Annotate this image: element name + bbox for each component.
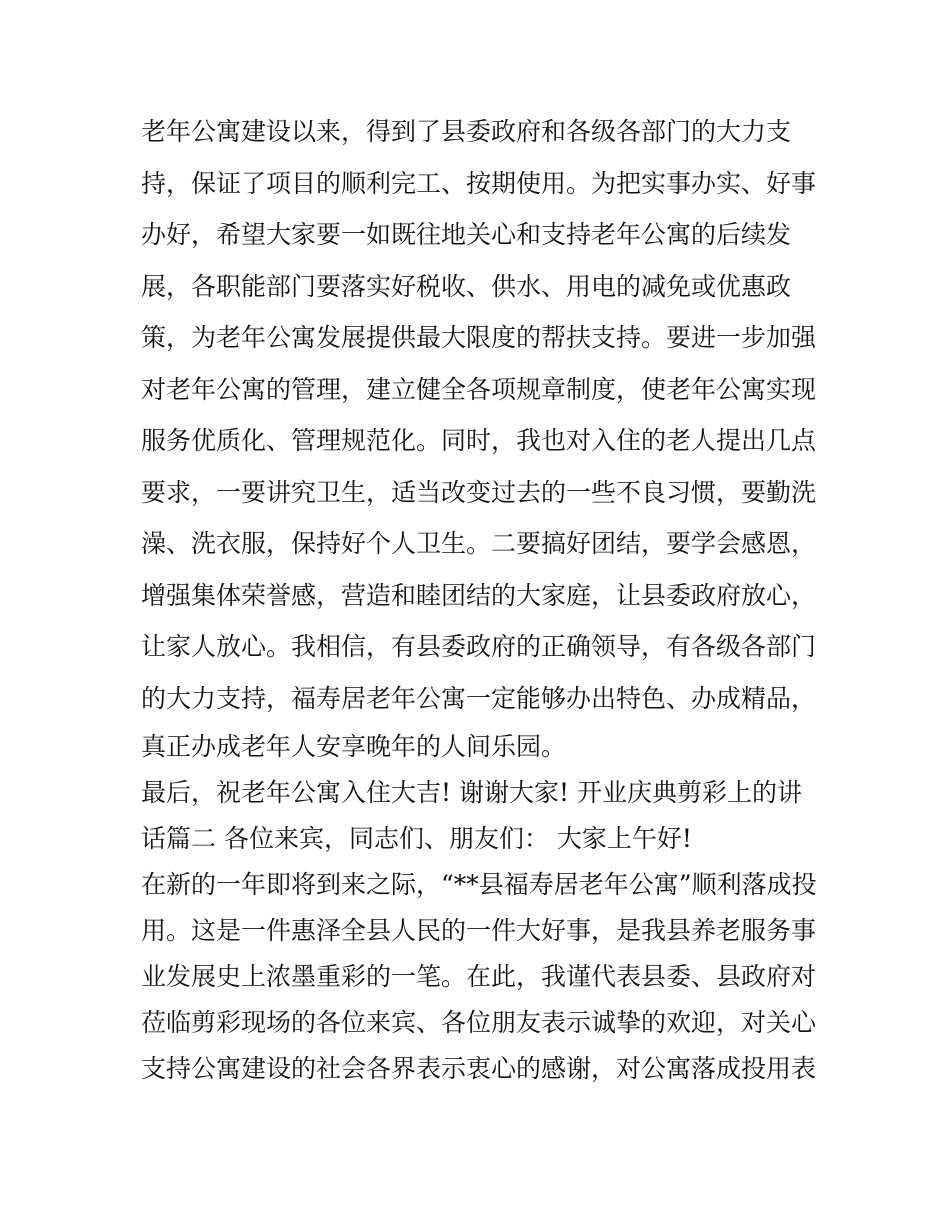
text-line: 让家人放心。我相信，有县委政府的正确领导，有各级各部门 xyxy=(141,632,817,661)
text-line: 支持公寓建设的社会各界表示衷心的感谢，对公寓落成投用表 xyxy=(141,1054,817,1083)
text-line: 要求，一要讲究卫生，适当改变过去的一些不良习惯，要勤洗 xyxy=(141,477,817,507)
text-line: 策，为老年公寓发展提供最大限度的帮扶支持。要进一步加强 xyxy=(141,323,817,352)
body-text xyxy=(141,106,821,1092)
text-line: 澡、洗衣服，保持好个人卫生。二要搞好团结，要学会感恩， xyxy=(141,529,817,558)
text-line: 业发展史上浓墨重彩的一笔。在此，我谨代表县委、县政府对 xyxy=(141,962,817,991)
text-line: 最后，祝老年公寓入住大吉! 谢谢大家! 开业庆典剪彩上的讲 xyxy=(141,778,802,807)
text-line: 服务优质化、管理规范化。同时，我也对入住的老人提出几点 xyxy=(141,426,817,455)
text-line: 老年公寓建设以来，得到了县委政府和各级各部门的大力支 xyxy=(141,117,792,146)
text-line: 持，保证了项目的顺利完工、按期使用。为把实事办实、好事 xyxy=(141,168,817,198)
text-line: 办好，希望大家要一如既往地关心和支持老年公寓的后续发 xyxy=(141,220,792,249)
text-line: 对老年公寓的管理，建立健全各项规章制度，使老年公寓实现 xyxy=(141,374,817,404)
text-line: 展，各职能部门要落实好税收、供水、用电的减免或优惠政 xyxy=(141,271,792,301)
text-line: 用。这是一件惠泽全县人民的一件大好事，是我县养老服务事 xyxy=(141,916,817,945)
text-line: 话篇二 各位来宾，同志们、朋友们： 大家上午好! xyxy=(141,824,692,853)
text-line: 真正办成老年人安享晚年的人间乐园。 xyxy=(141,732,567,761)
text-line: 在新的一年即将到来之际，“**县福寿居老年公寓”顺利落成投 xyxy=(141,870,817,899)
text-line: 莅临剪彩现场的各位来宾、各位朋友表示诚挚的欢迎，对关心 xyxy=(141,1008,817,1037)
text-line: 增强集体荣誉感，营造和睦团结的大家庭，让县委政府放心， xyxy=(141,580,817,610)
text-line: 的大力支持，福寿居老年公寓一定能够办出特色、办成精品， xyxy=(141,683,817,713)
